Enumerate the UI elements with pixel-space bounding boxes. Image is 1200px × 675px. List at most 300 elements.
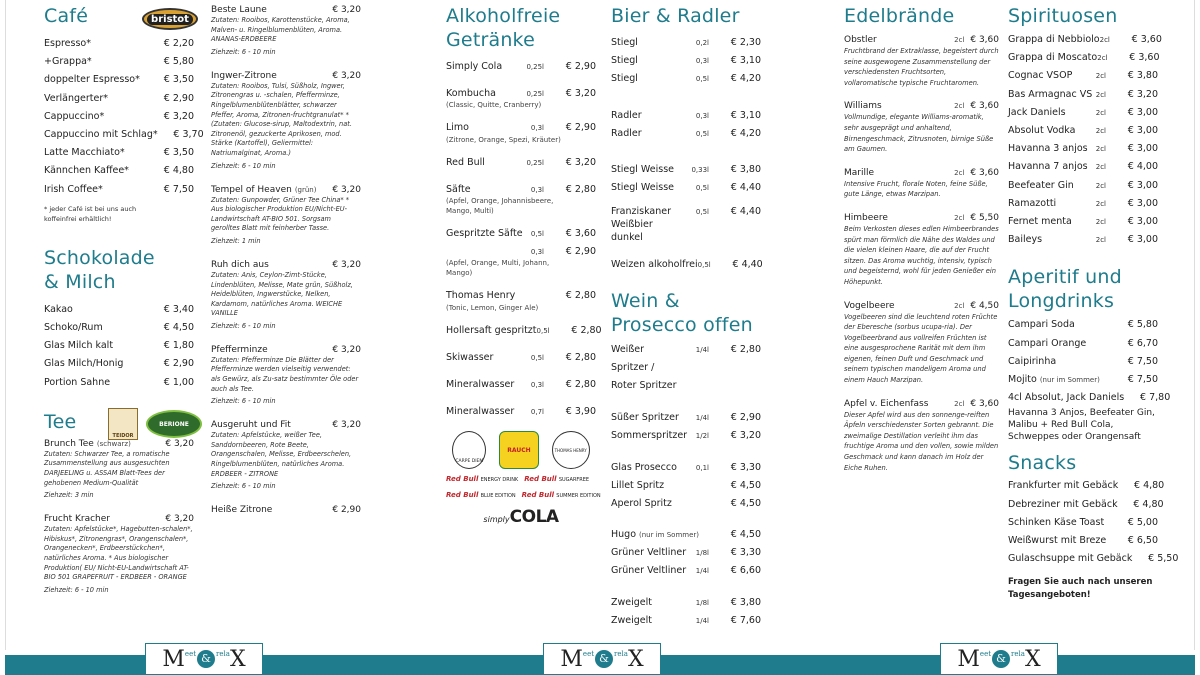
- item-name: Espresso*: [44, 38, 91, 49]
- item-quantity: 2cl: [1095, 218, 1106, 227]
- tea-price: € 3,20: [332, 70, 361, 81]
- item-price: € 3,80: [730, 597, 761, 609]
- edel-item: [844, 167, 999, 200]
- item-name: Bas Armagnac VS: [1008, 88, 1093, 100]
- redbull-energy-label: Red Bull ENERGY DRINK: [446, 475, 519, 484]
- item-quantity: 2cl: [1095, 72, 1106, 81]
- item-price: € 3,30: [730, 546, 761, 558]
- item-name: Glas Milch kalt: [44, 340, 114, 352]
- item-quantity: 0,3l: [530, 124, 544, 133]
- edel-title-row: [844, 300, 999, 312]
- item-name: Frankfurter mit Gebäck: [1008, 480, 1119, 492]
- tee-heading: Tee: [44, 410, 77, 433]
- tea-title-row: [211, 259, 361, 271]
- spirit-column: [1008, 4, 1179, 602]
- item-price: € 4,00: [1127, 161, 1158, 173]
- item-price: € 3,00: [1127, 234, 1158, 246]
- edel-item: [844, 212, 999, 288]
- menu-item-row: [611, 341, 761, 395]
- tea-title-row: [44, 513, 194, 525]
- item-quantity: 2cl: [1095, 236, 1106, 245]
- cafe-note: * jeder Café ist bei uns auch koffeinfrei erhältlich!: [44, 204, 137, 223]
- item-price: € 2,80: [565, 290, 596, 302]
- item-price: € 3,00: [1127, 143, 1158, 155]
- item-price: € 4,20: [730, 127, 761, 139]
- item-price: € 3,00: [1127, 179, 1158, 191]
- edel-name: Obstler: [844, 35, 877, 45]
- menu-item: [446, 403, 596, 421]
- item-note: (Tonic, Lemon, Ginger Ale): [446, 303, 539, 312]
- item-price: € 2,80: [565, 183, 596, 195]
- item-price: € 2,90: [565, 122, 596, 134]
- snacks-heading: Snacks: [1008, 452, 1077, 475]
- menu-item-row: [1008, 177, 1158, 195]
- item-price: € 3,00: [1127, 106, 1158, 118]
- item-name: Aperol Spritz: [611, 498, 672, 510]
- menu-item-row: [611, 125, 761, 143]
- tea-price: € 3,20: [332, 420, 361, 431]
- item-quantity: 0,5l: [695, 184, 709, 193]
- tea-price: € 3,20: [332, 5, 361, 15]
- aperitif-list: [1008, 316, 1171, 407]
- item-name: Radler: [611, 109, 642, 121]
- menu-item-row: [446, 322, 602, 340]
- item-quantity: 0,5l: [697, 261, 711, 270]
- item-price: € 3,80: [1127, 70, 1158, 82]
- item-name: +Grappa*: [44, 56, 92, 68]
- item-name: Zweigelt: [611, 615, 653, 627]
- item-quantity: 0,25l: [526, 90, 544, 99]
- item-name: Weißwurst mit Breze: [1008, 535, 1107, 547]
- menu-item-row: [611, 544, 761, 562]
- item-note: (Apfel, Orange, Multi, Johann, Mango): [446, 259, 550, 278]
- item-price: € 4,50: [163, 322, 194, 334]
- item-name: Simply Cola: [446, 61, 503, 72]
- item-price: € 3,00: [1127, 197, 1158, 209]
- teidor-logo: TEIDOR: [108, 408, 138, 440]
- menu-item: [446, 58, 596, 76]
- item-name: Franziskaner Weißbier dunkel: [611, 206, 672, 244]
- aperitif-heading-1: Aperitif und: [1008, 266, 1122, 289]
- item-name: Cappuccino mit Schlag*: [44, 129, 158, 141]
- item-quantity: 0,3l: [530, 248, 544, 257]
- item-quantity: 0,25l: [526, 63, 544, 71]
- alkfrei-heading-2: Getränke: [446, 29, 535, 51]
- item-name: Mineralwasser: [446, 379, 515, 391]
- menu-item-row: [1008, 49, 1158, 67]
- tea-steep-time: Ziehzeit: 3 min: [44, 491, 94, 500]
- menu-item-row: [611, 205, 761, 244]
- footer-logo-2: M eet & rela X: [543, 643, 661, 675]
- item-name: Hugo: [611, 528, 637, 540]
- menu-item-row: [1008, 104, 1158, 122]
- tea-steep-time: Ziehzeit: 6 - 10 min: [211, 47, 276, 56]
- tea-item: [211, 4, 361, 57]
- item-name: doppelter Espresso*: [44, 74, 140, 86]
- item-name: Verlängerter*: [44, 92, 108, 104]
- item-quantity: 0,5l: [695, 75, 709, 84]
- edel-price: € 3,60: [970, 35, 999, 45]
- item-note: (nur im Sommer): [1039, 376, 1100, 385]
- item-price: € 5,80: [163, 56, 194, 68]
- item-price: € 3,30: [730, 462, 761, 474]
- tee-list-2: [211, 4, 361, 516]
- item-name: Beefeater Gin: [1008, 179, 1074, 191]
- item-name: Campari Soda: [1008, 319, 1075, 331]
- menu-item-row: [1008, 335, 1158, 353]
- item-price: € 2,80: [571, 324, 602, 336]
- menu-item-row: [446, 154, 596, 172]
- menu-item-row: [44, 108, 194, 126]
- tea-steep-time: Ziehzeit: 6 - 10 min: [211, 397, 276, 406]
- item-price: € 3,20: [163, 110, 194, 122]
- menu-item-row: [446, 403, 596, 421]
- tea-item: [211, 504, 361, 516]
- bier-heading: Bier & Radler: [611, 5, 740, 27]
- menu-item-row: [44, 53, 194, 71]
- schoko-heading-1: Schokolade: [44, 246, 155, 269]
- item-price: € 2,90: [730, 411, 761, 423]
- item-name: Ramazotti: [1008, 197, 1057, 209]
- redbull-row-1: [446, 475, 596, 483]
- item-price: € 7,80: [1140, 392, 1171, 404]
- edel-title-row: [844, 167, 999, 179]
- item-price: € 2,20: [163, 38, 194, 49]
- menu-item-row: [446, 225, 596, 243]
- menu-item-row: [1008, 158, 1158, 176]
- item-note: (Apfel, Orange, Johannisbeere, Mango, Multi): [446, 197, 554, 216]
- item-name: Radler: [611, 127, 642, 139]
- edel-price-group: [954, 34, 999, 46]
- item-price: € 2,90: [163, 358, 194, 370]
- spirit-heading: Spirituosen: [1008, 5, 1118, 27]
- item-note: (Classic, Quitte, Cranberry): [446, 101, 542, 110]
- tee-list-1: [44, 438, 194, 595]
- item-name: Stiegl: [611, 73, 638, 85]
- menu-item-row: [611, 612, 761, 630]
- menu-item-row: [1008, 477, 1165, 495]
- menu-item-row: [44, 301, 194, 319]
- redbull-sugarfree-label: Red Bull SUGARFREE: [524, 475, 590, 484]
- menu-item-row: [611, 161, 761, 179]
- edel-name: Marille: [844, 167, 875, 178]
- item-quantity: 2cl: [1095, 90, 1106, 99]
- tea-name: [211, 70, 277, 82]
- item-quantity: 0,2l: [695, 39, 709, 47]
- edel-quantity: 2cl: [954, 213, 965, 222]
- tea-title-row: [211, 184, 361, 196]
- menu-item-row: [1008, 31, 1162, 49]
- redbull-summer-label: Red Bull SUMMER EDITION: [521, 491, 601, 500]
- item-name: Grüner Veltliner: [611, 565, 687, 577]
- tea-item: [211, 419, 361, 491]
- item-name: Skiwasser: [446, 351, 494, 363]
- edel-name: Vogelbeere: [844, 300, 895, 311]
- item-price: € 4,80: [163, 165, 194, 177]
- menu-item-row: [1008, 195, 1158, 213]
- menu-item-row: [611, 477, 761, 495]
- bristot-logo: bristot: [142, 8, 198, 30]
- tea-name: [211, 344, 268, 356]
- tea-steep-time: Ziehzeit: 6 - 10 min: [211, 482, 276, 491]
- menu-item-row: [611, 427, 761, 445]
- menu-item-row: [44, 126, 204, 144]
- item-name: Latte Macchiato*: [44, 147, 125, 159]
- tea-item: [211, 344, 361, 406]
- tea-item: [211, 184, 361, 246]
- item-quantity: 1/4l: [695, 413, 709, 422]
- item-name: Thomas Henry: [446, 290, 516, 302]
- item-name: Limo: [446, 122, 469, 134]
- item-quantity: 1/2l: [695, 431, 709, 440]
- item-name: Stiegl Weisse: [611, 164, 674, 176]
- edel-price: € 3,60: [970, 398, 999, 409]
- edel-quantity: 2cl: [954, 301, 965, 310]
- item-name: Stiegl: [611, 55, 638, 67]
- edel-price: € 3,60: [970, 101, 999, 112]
- edel-price: € 3,60: [970, 167, 999, 178]
- cafe-list: [44, 35, 204, 199]
- tea-steep-time: Ziehzeit: 6 - 10 min: [211, 321, 276, 330]
- edel-description: Intensive Frucht, florale Noten, feine Süße, gute Länge, etwas Marzipan.: [844, 179, 988, 199]
- edel-description: Dieser Apfel wird aus den sonnenge-reiften Äpfeln verschiedenster Sorten gebrannt. Die zweimalige Destillation verleiht ihm das fruchtige Aroma und den vollen, sowie milden Geschmack und kann danach im Holz der Eiche Ruhen.: [844, 410, 999, 472]
- tea-description: Zutaten: Gunpowder, Grüner Tee China* * Aus biologischer Produktion EU/Nicht-EU-Landwirtschaft AT-BIO 501. Sorgsam gerolltes Blatt mit feinherber Tasse.: [211, 195, 350, 233]
- item-name: Hollersaft gespritzt: [446, 324, 537, 336]
- item-quantity: 0,3l: [530, 381, 544, 390]
- item-note: (nur im Sommer): [639, 530, 699, 539]
- aperitif-heading-2: Longdrinks: [1008, 290, 1115, 313]
- item-price: € 2,30: [730, 37, 761, 48]
- alkfrei-list: [446, 58, 602, 421]
- item-price: € 3,90: [565, 406, 596, 418]
- tea-name-text: Ausgeruht und Fit: [211, 420, 291, 431]
- item-price: € 3,00: [1127, 125, 1158, 137]
- menu-item-row: [1008, 514, 1158, 532]
- tea-price: € 3,20: [332, 259, 361, 270]
- item-price: € 3,20: [1127, 88, 1158, 100]
- menu-item: [446, 322, 602, 340]
- menu-item: [446, 154, 596, 172]
- edel-name: Himbeere: [844, 212, 888, 223]
- wein-heading-1: Wein &: [611, 289, 680, 312]
- item-quantity: 0,5l: [695, 208, 709, 217]
- edel-price-group: [954, 398, 999, 410]
- item-quantity: 0,5l: [695, 129, 709, 138]
- item-price: € 3,70: [173, 129, 204, 141]
- edel-price-group: [954, 300, 999, 312]
- item-name: Kakao: [44, 303, 73, 315]
- menu-item-row: [611, 594, 761, 612]
- edel-description: Fruchtbrand der Extraklasse, begeistert durch seine ausgewogene Zusammenstellung der verschiedensten Fruchtsorten, vollaromatische typische Fruchtaromen.: [844, 47, 999, 87]
- tea-item: [44, 438, 194, 500]
- edel-quantity: 2cl: [954, 36, 965, 44]
- menu-item-row: [611, 256, 761, 274]
- item-name: Grappa di Moscato: [1008, 52, 1098, 64]
- cafe-column: [44, 4, 204, 595]
- tea-name-text: Tempel of Heaven: [211, 184, 292, 195]
- menu-item-row: [1008, 140, 1158, 158]
- spirit-list: [1008, 31, 1162, 249]
- item-quantity: 2cl: [1095, 108, 1106, 117]
- item-price: € 4,80: [1133, 498, 1164, 510]
- item-name: Säfte: [446, 183, 471, 195]
- rauch-logo: RAUCH: [499, 431, 539, 469]
- menu-item-row: [44, 35, 194, 53]
- aperitif-extra: Havanna 3 Anjos, Beefeater Gin, Malibu + Red Bull Cola, Schweppes oder Orangensaft: [1008, 408, 1155, 443]
- item-price: € 1,00: [163, 376, 194, 388]
- item-price: € 3,00: [1127, 216, 1158, 228]
- item-price: € 7,50: [1127, 374, 1158, 386]
- item-price: € 2,90: [565, 246, 596, 258]
- edel-quantity: 2cl: [954, 168, 965, 177]
- item-quantity: 2cl: [1095, 199, 1106, 208]
- item-name: Schinken Käse Toast: [1008, 516, 1105, 528]
- item-quantity: 1/4l: [695, 345, 709, 354]
- berione-logo: BERIONE: [146, 410, 202, 438]
- tea-description: Zutaten: Rooibos, Karottenstücke, Aroma, Malven- u. Ringelblumenblüten, Aroma. ANANAS-ERDBEERE: [211, 16, 350, 44]
- edel-description: Beim Verkosten dieses edlen Himbeerbrandes spürt man förmlich die Nähe des Waldes und die vielen kleinen Haare, die auf der Frucht sitzen. Das Aroma wuchtig, intensiv, typisch und begeisternd, wohl für jeden Genießer ein Höhepunkt.: [844, 224, 999, 286]
- item-price: € 3,50: [163, 74, 194, 86]
- edel-name: Williams: [844, 101, 882, 112]
- menu-item: [446, 181, 596, 216]
- menu-item: [446, 225, 596, 278]
- wein-heading-2: Prosecco offen: [611, 313, 753, 336]
- tea-price: € 3,20: [332, 344, 361, 355]
- edel-quantity: 2cl: [954, 399, 965, 408]
- menu-item-row: [1008, 316, 1158, 334]
- menu-item-row: [44, 355, 194, 373]
- item-name: Mineralwasser: [446, 406, 515, 418]
- tea-steep-time: Ziehzeit: 1 min: [211, 236, 261, 245]
- tea-price: € 3,20: [165, 514, 194, 525]
- edel-price-group: [954, 100, 999, 112]
- item-quantity: 2cl: [1097, 54, 1108, 63]
- item-name: Grappa di Nebbiolo: [1008, 34, 1100, 45]
- item-quantity: 0,7l: [530, 408, 544, 417]
- item-price: € 3,60: [565, 228, 596, 240]
- item-name: Grüner Veltliner: [611, 546, 687, 558]
- edel-description: Vogelbeeren sind die leuchtend roten Früchte der Eberesche (sorbus ucupa-ria). Der Vogelbeerbrand aus vollreifen Früchten ist eine ausgesprochene Rarität mit dem ihm eigenen, feinen Duft und Geschmack und seinem typischen mandeligem Aroma und einem Hauch Marzipan.: [844, 312, 998, 385]
- menu-item-row: [611, 459, 761, 477]
- item-name: Lillet Spritz: [611, 480, 665, 492]
- edel-name: Apfel v. Eichenfass: [844, 398, 929, 409]
- item-name: Süßer Spritzer: [611, 411, 679, 423]
- tea-title-row: [211, 504, 361, 516]
- item-quantity: 0,25l: [526, 158, 544, 167]
- item-name: Campari Orange: [1008, 337, 1087, 349]
- item-quantity: 2cl: [1099, 36, 1110, 44]
- item-price: € 4,40: [730, 206, 761, 218]
- carpe-diem-logo: CARPE DIEM: [452, 431, 486, 469]
- tea-type: (grün): [294, 185, 317, 194]
- edel-list: [844, 34, 999, 473]
- item-price: € 2,90: [565, 61, 596, 72]
- menu-item-row: [1008, 67, 1158, 85]
- item-quantity: 0,5l: [536, 326, 550, 335]
- menu-item-row: [611, 179, 761, 197]
- item-name: Zweigelt: [611, 597, 653, 609]
- item-name: Stiegl Weisse: [611, 182, 674, 194]
- menu-item-row: [611, 409, 761, 427]
- edel-item: [844, 34, 999, 88]
- item-price: € 6,60: [730, 565, 761, 577]
- redbull-row-2: [446, 491, 601, 500]
- tea-name-text: Ruh dich aus: [211, 259, 269, 270]
- item-price: € 3,10: [730, 55, 761, 67]
- tea-name: [211, 184, 316, 196]
- edel-price-group: [954, 212, 999, 224]
- menu-item-row: [611, 562, 761, 580]
- item-name: 4cl Absolut, Jack Daniels: [1008, 392, 1125, 404]
- item-quantity: 0,5l: [530, 230, 544, 239]
- item-quantity: 1/8l: [695, 599, 709, 608]
- item-quantity: 2cl: [1095, 163, 1106, 172]
- menu-item: [446, 85, 596, 110]
- menu-item-row: [446, 349, 596, 367]
- item-price: € 3,50: [163, 147, 194, 159]
- edel-heading: Edelbrände: [844, 5, 955, 27]
- schoko-list: [44, 301, 194, 392]
- menu-item-row: [611, 495, 761, 513]
- item-price: € 7,50: [163, 183, 194, 195]
- item-name: Fernet menta: [1008, 216, 1072, 228]
- item-price: € 3,40: [163, 303, 194, 315]
- tea-price: € 3,20: [332, 184, 361, 195]
- menu-item: [446, 376, 596, 394]
- menu-item-row: [44, 71, 194, 89]
- item-price: € 4,50: [730, 480, 761, 492]
- tea-name: [211, 4, 267, 16]
- menu-item-row: [1008, 532, 1158, 550]
- bier-list: [611, 34, 761, 275]
- item-quantity: 2cl: [1095, 145, 1106, 154]
- item-name: Red Bull: [446, 156, 485, 168]
- menu-item-row: [611, 70, 761, 88]
- menu-item-row: [1008, 231, 1158, 249]
- tea-name-text: Heiße Zitrone: [211, 505, 273, 516]
- item-name: Debreziner mit Gebäck: [1008, 498, 1118, 510]
- item-quantity: 0,33l: [691, 166, 709, 175]
- edel-price-group: [954, 167, 999, 179]
- item-price: € 4,40: [732, 259, 763, 271]
- menu-item-row: [1008, 86, 1158, 104]
- menu-item-row: [1008, 122, 1158, 140]
- tea-item: [44, 513, 194, 595]
- tea-type: (schwarz): [96, 439, 131, 448]
- tee-column-2: [211, 4, 361, 516]
- tea-price: € 2,90: [332, 505, 361, 516]
- tea-name: [211, 419, 291, 431]
- item-price: € 3,10: [730, 109, 761, 121]
- wein-list: [611, 341, 761, 631]
- item-quantity: 1/4l: [695, 567, 709, 576]
- item-price: € 4,50: [730, 498, 761, 510]
- item-name: Kombucha: [446, 88, 496, 100]
- item-price: € 5,00: [1127, 516, 1158, 528]
- tea-name-text: Pfefferminze: [211, 344, 268, 355]
- menu-item-row: [1008, 353, 1158, 371]
- redbull-blue-label: Red Bull BLUE EDITION: [446, 491, 516, 500]
- item-name: Irish Coffee*: [44, 183, 103, 195]
- menu-page: [5, 0, 1195, 650]
- edel-title-row: [844, 398, 999, 410]
- tea-name: [44, 513, 110, 525]
- item-price: € 6,50: [1127, 535, 1158, 547]
- item-name: Gespritzte Säfte: [446, 228, 523, 240]
- item-quantity: 2cl: [1095, 127, 1106, 136]
- menu-item-row: [1008, 496, 1164, 514]
- item-quantity: 0,3l: [530, 185, 544, 194]
